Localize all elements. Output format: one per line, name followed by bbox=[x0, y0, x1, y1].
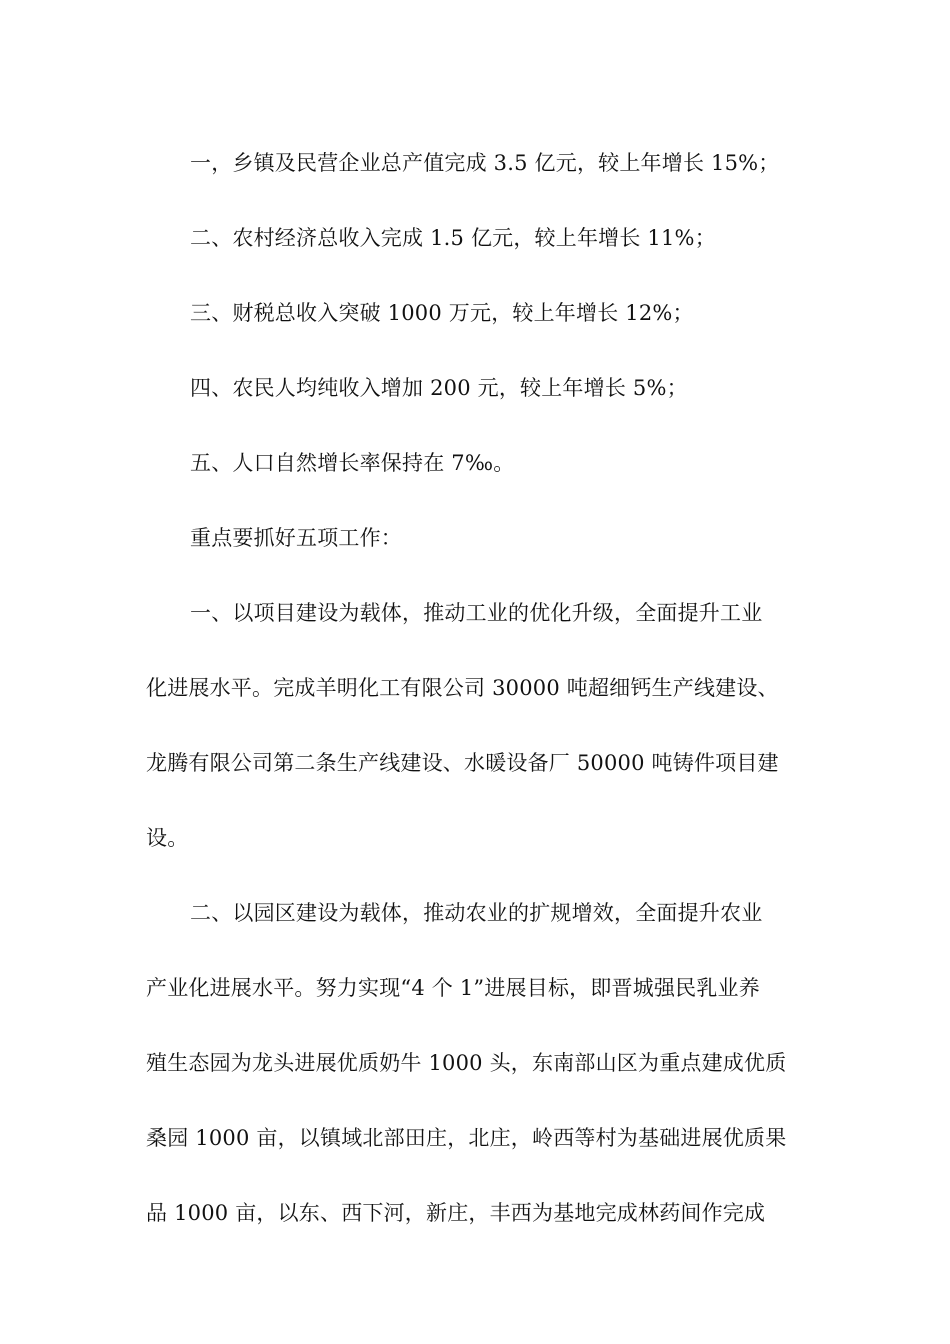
goal-1-paragraph bbox=[146, 126, 808, 201]
text-line: 一、以项目建设为载体，推动工业的优化升级，全面提升工业 bbox=[190, 601, 763, 625]
goal-4-paragraph bbox=[146, 351, 808, 426]
text-line: 设。 bbox=[146, 826, 189, 850]
goal-2-paragraph bbox=[146, 201, 808, 276]
text-line: 龙腾有限公司第二条生产线建设、水暖设备厂 50000 吨铸件项目建 bbox=[146, 751, 779, 775]
goal-3-paragraph bbox=[146, 276, 808, 351]
document-body bbox=[146, 126, 808, 1251]
task-2-paragraph bbox=[146, 876, 808, 1251]
text-line: 品 1000 亩，以东、西下河，新庄，丰西为基地完成林药间作完成 bbox=[146, 1201, 766, 1225]
text-line: 重点要抓好五项工作： bbox=[190, 526, 402, 550]
key-tasks-heading bbox=[146, 501, 808, 576]
text-line: 五、人口自然增长率保持在 7‰。 bbox=[190, 451, 515, 475]
text-line: 四、农民人均纯收入增加 200 元，较上年增长 5%； bbox=[190, 376, 688, 400]
text-line: 桑园 1000 亩，以镇域北部田庄，北庄，岭西等村为基础进展优质果 bbox=[146, 1126, 787, 1150]
goal-5-paragraph bbox=[146, 426, 808, 501]
text-line: 三、财税总收入突破 1000 万元，较上年增长 12%； bbox=[190, 301, 694, 325]
text-line: 产业化进展水平。努力实现“4 个 1”进展目标，即晋城强民乳业养 bbox=[146, 976, 760, 1000]
text-line: 一，乡镇及民营企业总产值完成 3.5 亿元，较上年增长 15%； bbox=[190, 151, 780, 175]
task-1-paragraph bbox=[146, 576, 808, 876]
text-line: 二、以园区建设为载体，推动农业的扩规增效，全面提升农业 bbox=[190, 901, 763, 925]
text-line: 殖生态园为龙头进展优质奶牛 1000 头，东南部山区为重点建成优质 bbox=[146, 1051, 787, 1075]
text-line: 二、农村经济总收入完成 1.5 亿元，较上年增长 11%； bbox=[190, 226, 716, 250]
text-line: 化进展水平。完成羊明化工有限公司 30000 吨超细钙生产线建设、 bbox=[146, 676, 779, 700]
